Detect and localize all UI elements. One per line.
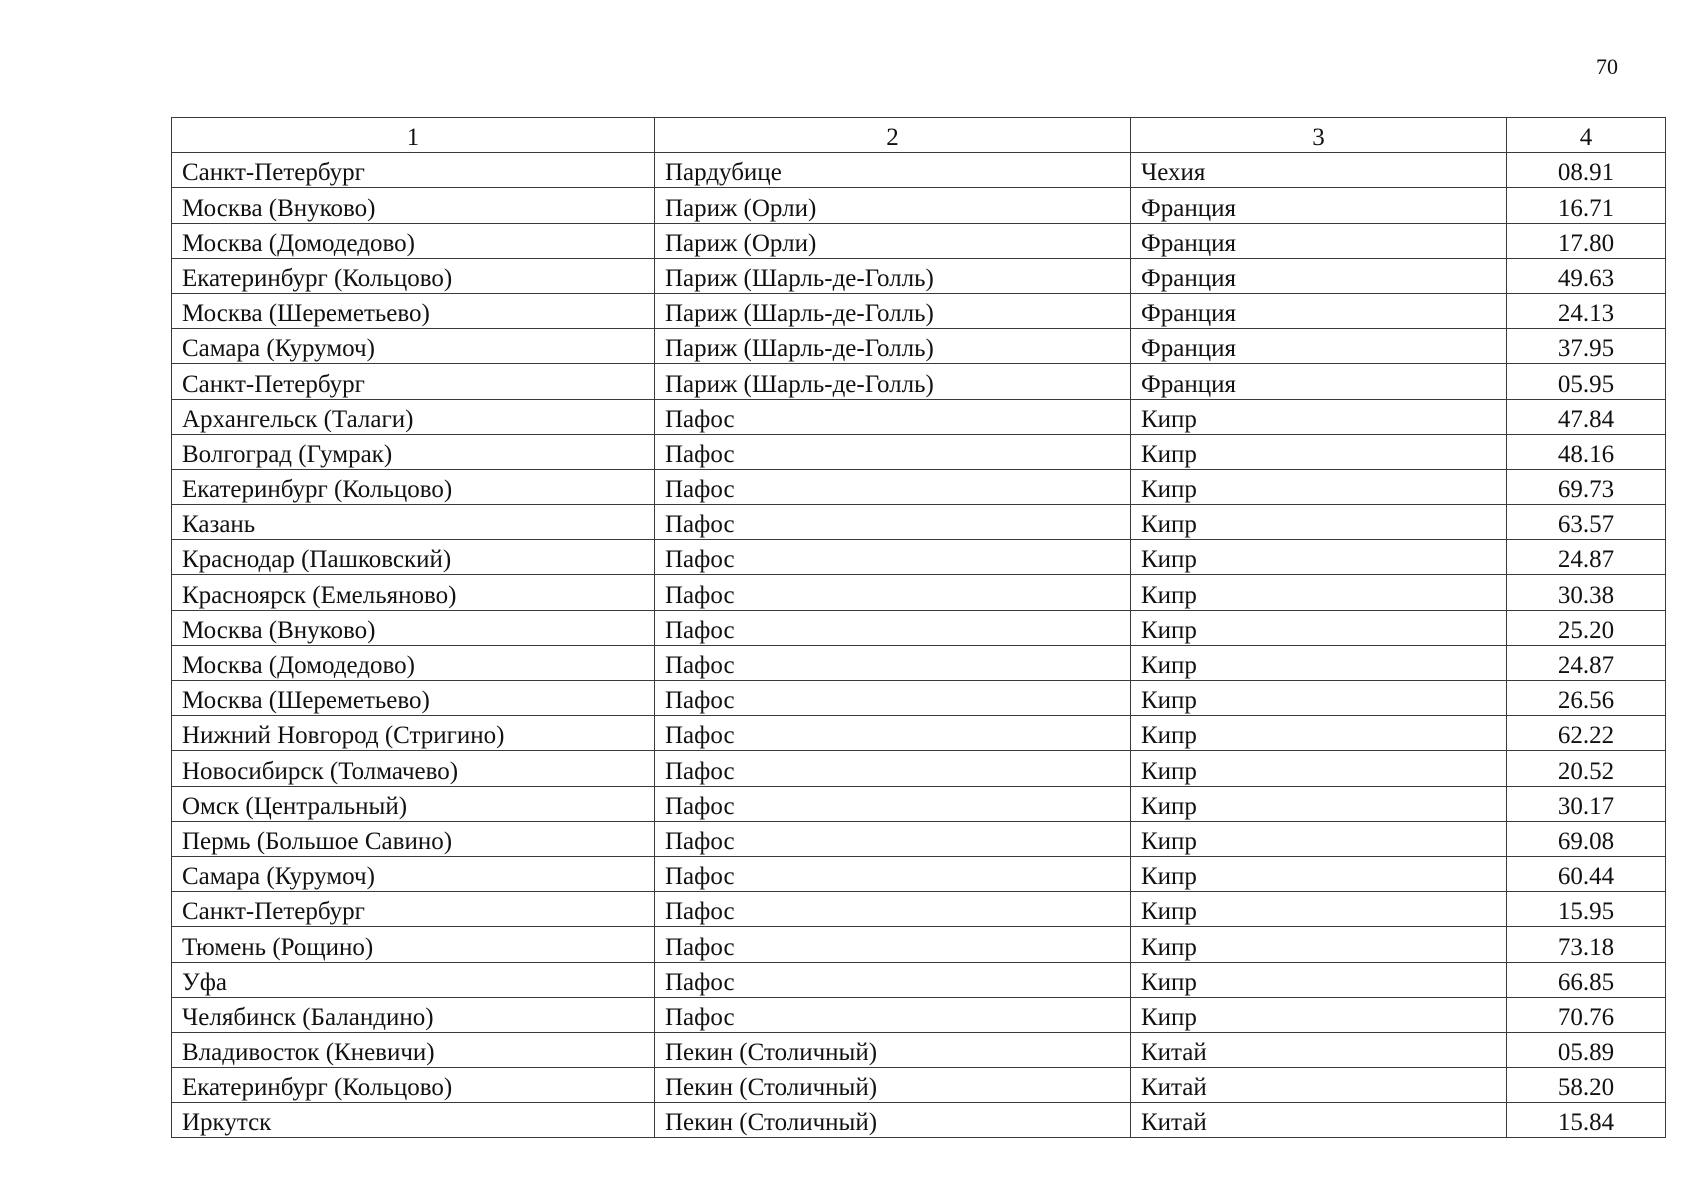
page-number: 70: [1596, 54, 1618, 79]
value-cell: 73.18: [1507, 927, 1666, 962]
country-cell: Кипр: [1131, 645, 1507, 680]
value-cell: 15.84: [1507, 1103, 1666, 1138]
value-cell: 15.95: [1507, 892, 1666, 927]
destination-airport-cell: Париж (Шарль-де-Голль): [655, 329, 1131, 364]
routes-table: [171, 117, 1666, 1138]
destination-airport-cell: Париж (Орли): [655, 223, 1131, 258]
departure-city-cell: Архангельск (Талаги): [172, 399, 655, 434]
departure-city-cell: Волгоград (Гумрак): [172, 434, 655, 469]
table-row: [172, 962, 1666, 997]
table-row: [172, 1068, 1666, 1103]
departure-city-cell: Нижний Новгород (Стригино): [172, 716, 655, 751]
destination-airport-cell: Пафос: [655, 786, 1131, 821]
value-cell: 24.13: [1507, 293, 1666, 328]
destination-airport-cell: Пафос: [655, 856, 1131, 891]
destination-airport-cell: Пафос: [655, 962, 1131, 997]
table-body: [172, 153, 1666, 1138]
value-cell: 26.56: [1507, 681, 1666, 716]
table-row: [172, 188, 1666, 223]
departure-city-cell: Санкт-Петербург: [172, 364, 655, 399]
value-cell: 48.16: [1507, 434, 1666, 469]
departure-city-cell: Краснодар (Пашковский): [172, 540, 655, 575]
value-cell: 17.80: [1507, 223, 1666, 258]
table-row: [172, 1032, 1666, 1067]
country-cell: Кипр: [1131, 751, 1507, 786]
destination-airport-cell: Париж (Шарль-де-Голль): [655, 293, 1131, 328]
table-row: [172, 751, 1666, 786]
value-cell: 63.57: [1507, 505, 1666, 540]
departure-city-cell: Владивосток (Кневичи): [172, 1032, 655, 1067]
value-cell: 70.76: [1507, 997, 1666, 1032]
value-cell: 24.87: [1507, 540, 1666, 575]
table-row: [172, 856, 1666, 891]
table-row: [172, 469, 1666, 504]
value-cell: 47.84: [1507, 399, 1666, 434]
destination-airport-cell: Пафос: [655, 469, 1131, 504]
destination-airport-cell: Париж (Орли): [655, 188, 1131, 223]
table-row: [172, 223, 1666, 258]
destination-airport-cell: Пафос: [655, 751, 1131, 786]
table-row: [172, 997, 1666, 1032]
destination-airport-cell: Пафос: [655, 575, 1131, 610]
departure-city-cell: Екатеринбург (Кольцово): [172, 1068, 655, 1103]
value-cell: 16.71: [1507, 188, 1666, 223]
destination-airport-cell: Пафос: [655, 645, 1131, 680]
country-cell: Кипр: [1131, 434, 1507, 469]
departure-city-cell: Санкт-Петербург: [172, 892, 655, 927]
value-cell: 69.08: [1507, 821, 1666, 856]
departure-city-cell: Санкт-Петербург: [172, 153, 655, 188]
departure-city-cell: Красноярск (Емельяново): [172, 575, 655, 610]
value-cell: 08.91: [1507, 153, 1666, 188]
country-cell: Франция: [1131, 364, 1507, 399]
table-row: [172, 329, 1666, 364]
column-header-1: 1: [172, 118, 655, 153]
value-cell: 25.20: [1507, 610, 1666, 645]
destination-airport-cell: Пекин (Столичный): [655, 1103, 1131, 1138]
departure-city-cell: Омск (Центральный): [172, 786, 655, 821]
country-cell: Китай: [1131, 1032, 1507, 1067]
departure-city-cell: Екатеринбург (Кольцово): [172, 469, 655, 504]
country-cell: Кипр: [1131, 892, 1507, 927]
table-row: [172, 786, 1666, 821]
country-cell: Кипр: [1131, 997, 1507, 1032]
country-cell: Кипр: [1131, 399, 1507, 434]
table-header-row: [172, 118, 1666, 153]
value-cell: 49.63: [1507, 258, 1666, 293]
table-row: [172, 610, 1666, 645]
departure-city-cell: Екатеринбург (Кольцово): [172, 258, 655, 293]
destination-airport-cell: Пафос: [655, 540, 1131, 575]
departure-city-cell: Уфа: [172, 962, 655, 997]
destination-airport-cell: Пекин (Столичный): [655, 1068, 1131, 1103]
table-row: [172, 681, 1666, 716]
country-cell: Кипр: [1131, 610, 1507, 645]
country-cell: Кипр: [1131, 856, 1507, 891]
country-cell: Франция: [1131, 188, 1507, 223]
country-cell: Франция: [1131, 293, 1507, 328]
table-row: [172, 892, 1666, 927]
destination-airport-cell: Париж (Шарль-де-Голль): [655, 364, 1131, 399]
table-row: [172, 927, 1666, 962]
value-cell: 05.89: [1507, 1032, 1666, 1067]
value-cell: 24.87: [1507, 645, 1666, 680]
destination-airport-cell: Пафос: [655, 505, 1131, 540]
table-row: [172, 716, 1666, 751]
value-cell: 30.17: [1507, 786, 1666, 821]
country-cell: Франция: [1131, 223, 1507, 258]
departure-city-cell: Москва (Внуково): [172, 610, 655, 645]
value-cell: 66.85: [1507, 962, 1666, 997]
destination-airport-cell: Пафос: [655, 434, 1131, 469]
country-cell: Кипр: [1131, 469, 1507, 504]
country-cell: Кипр: [1131, 575, 1507, 610]
destination-airport-cell: Пафос: [655, 892, 1131, 927]
departure-city-cell: Челябинск (Баландино): [172, 997, 655, 1032]
value-cell: 58.20: [1507, 1068, 1666, 1103]
destination-airport-cell: Париж (Шарль-де-Голль): [655, 258, 1131, 293]
country-cell: Кипр: [1131, 927, 1507, 962]
value-cell: 60.44: [1507, 856, 1666, 891]
country-cell: Кипр: [1131, 786, 1507, 821]
destination-airport-cell: Пекин (Столичный): [655, 1032, 1131, 1067]
table-row: [172, 153, 1666, 188]
table-row: [172, 258, 1666, 293]
country-cell: Кипр: [1131, 716, 1507, 751]
country-cell: Франция: [1131, 258, 1507, 293]
country-cell: Кипр: [1131, 681, 1507, 716]
departure-city-cell: Новосибирск (Толмачево): [172, 751, 655, 786]
table-row: [172, 1103, 1666, 1138]
departure-city-cell: Самара (Курумоч): [172, 856, 655, 891]
departure-city-cell: Казань: [172, 505, 655, 540]
country-cell: Китай: [1131, 1068, 1507, 1103]
destination-airport-cell: Пафос: [655, 997, 1131, 1032]
departure-city-cell: Москва (Шереметьево): [172, 293, 655, 328]
table-row: [172, 540, 1666, 575]
column-header-4: 4: [1507, 118, 1666, 153]
country-cell: Кипр: [1131, 821, 1507, 856]
value-cell: 37.95: [1507, 329, 1666, 364]
country-cell: Кипр: [1131, 505, 1507, 540]
table-row: [172, 434, 1666, 469]
table-row: [172, 575, 1666, 610]
destination-airport-cell: Пафос: [655, 399, 1131, 434]
destination-airport-cell: Пафос: [655, 927, 1131, 962]
value-cell: 69.73: [1507, 469, 1666, 504]
destination-airport-cell: Пафос: [655, 716, 1131, 751]
departure-city-cell: Самара (Курумоч): [172, 329, 655, 364]
destination-airport-cell: Пафос: [655, 610, 1131, 645]
value-cell: 30.38: [1507, 575, 1666, 610]
table-row: [172, 293, 1666, 328]
country-cell: Чехия: [1131, 153, 1507, 188]
destination-airport-cell: Пардубице: [655, 153, 1131, 188]
departure-city-cell: Москва (Домодедово): [172, 223, 655, 258]
departure-city-cell: Москва (Шереметьево): [172, 681, 655, 716]
country-cell: Кипр: [1131, 962, 1507, 997]
destination-airport-cell: Пафос: [655, 821, 1131, 856]
table-row: [172, 505, 1666, 540]
country-cell: Кипр: [1131, 540, 1507, 575]
departure-city-cell: Москва (Домодедово): [172, 645, 655, 680]
departure-city-cell: Пермь (Большое Савино): [172, 821, 655, 856]
value-cell: 05.95: [1507, 364, 1666, 399]
column-header-3: 3: [1131, 118, 1507, 153]
column-header-2: 2: [655, 118, 1131, 153]
destination-airport-cell: Пафос: [655, 681, 1131, 716]
departure-city-cell: Москва (Внуково): [172, 188, 655, 223]
value-cell: 62.22: [1507, 716, 1666, 751]
departure-city-cell: Тюмень (Рощино): [172, 927, 655, 962]
value-cell: 20.52: [1507, 751, 1666, 786]
table-row: [172, 364, 1666, 399]
table-row: [172, 821, 1666, 856]
table-row: [172, 399, 1666, 434]
routes-table-container: [171, 117, 1665, 1138]
departure-city-cell: Иркутск: [172, 1103, 655, 1138]
table-row: [172, 645, 1666, 680]
country-cell: Китай: [1131, 1103, 1507, 1138]
country-cell: Франция: [1131, 329, 1507, 364]
